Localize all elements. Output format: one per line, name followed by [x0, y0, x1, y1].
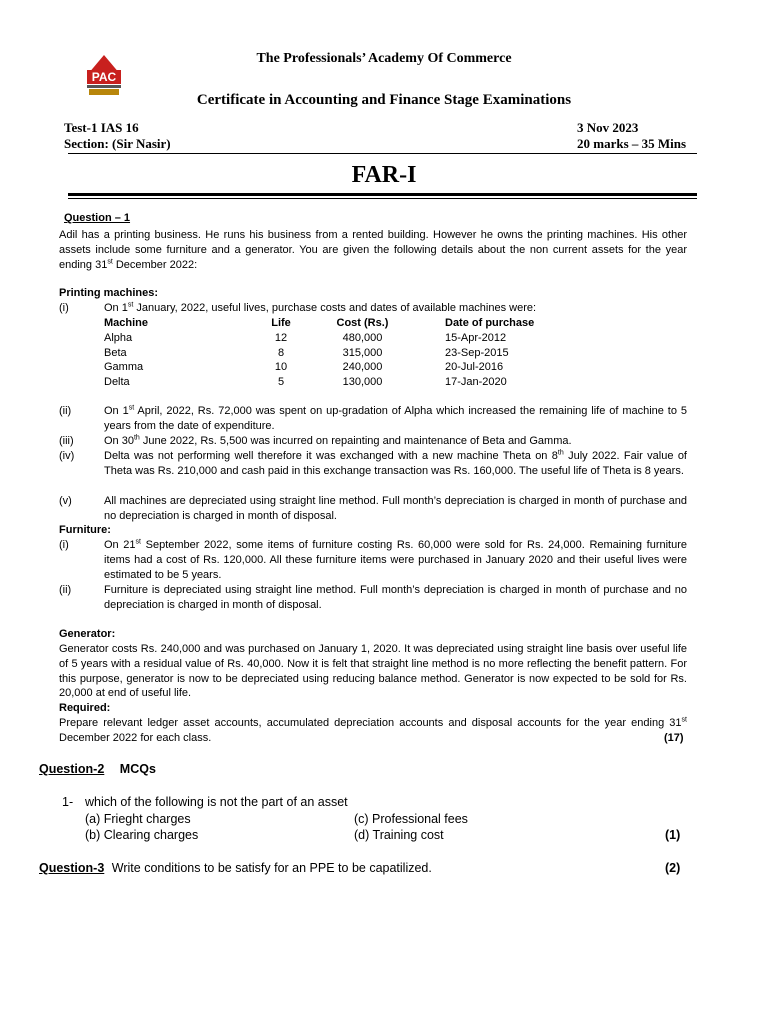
test-info — [64, 120, 171, 152]
machine-life: 8 — [277, 346, 285, 359]
machine-name: Gamma — [104, 361, 144, 374]
section-label: Section: (Sir Nasir) — [64, 136, 171, 151]
question-3-text: Write conditions to be satisfy for an PPE to be capatilized. — [111, 861, 432, 875]
machine-date: 15-Apr-2012 — [445, 331, 507, 344]
mcq-option-c: (c) Professional fees — [354, 812, 468, 826]
required-text: Prepare relevant ledger asset accounts, accumulated depreciation accounts and disposal accounts for the year ending 31st December 2022 for each class. — [59, 716, 687, 744]
question-3-marks: (2) — [665, 861, 681, 875]
item-label: (iv) — [59, 450, 75, 462]
machine-life: 5 — [277, 376, 285, 389]
item-label: (v) — [59, 495, 72, 507]
question-2-heading — [39, 761, 156, 778]
mcq-question: which of the following is not the part of an asset — [85, 795, 348, 809]
question-3 — [39, 860, 432, 877]
printing-item-3: On 30th June 2022, Rs. 5,500 was incurred on repainting and maintenance of Beta and Gamma. — [104, 434, 572, 447]
column-header: Machine — [104, 317, 149, 329]
table-row — [104, 331, 544, 346]
title-rule-thin — [68, 198, 697, 199]
machine-name: Delta — [104, 376, 130, 389]
mcq-option-b: (b) Clearing charges — [85, 828, 199, 842]
question-3-title: Question-3 — [39, 861, 105, 875]
furniture-item-2: Furniture is depreciated using straight line method. Full month’s depreciation is charged in month of purchase and no depreciation is charged in month of disposal. — [104, 584, 687, 611]
logo-text: PAC — [91, 70, 117, 84]
column-header: Life — [271, 317, 291, 329]
item-label: (ii) — [59, 584, 72, 596]
mcq-number: 1- — [62, 795, 74, 809]
machine-cost: 315,000 — [342, 346, 383, 359]
org-name: The Professionals’ Academy Of Commerce — [256, 51, 512, 66]
furniture-heading: Furniture: — [59, 524, 111, 536]
mcq-option-d: (d) Training cost — [354, 828, 444, 842]
question-2-type: MCQs — [119, 762, 156, 776]
machine-name: Beta — [104, 346, 127, 359]
generator-text: Generator costs Rs. 240,000 and was purchased on January 1, 2020. It was depreciated using straight line basis over useful life of 5 years with a residual value of Rs. 40,000. Now it is felt that straight line method is no more reflecting the benefit pattern. For this purpose, generator is now to be depreciated using reducing balance method. Generator is now expected to be sold for Rs. 20,000 at end of useful life. — [59, 643, 687, 700]
machines-table — [104, 316, 544, 390]
machine-cost: 480,000 — [342, 331, 383, 344]
question-1-heading: Question – 1 — [64, 212, 131, 224]
item-label: (i) — [59, 302, 69, 314]
exam-info — [577, 120, 686, 152]
printing-item-4: Delta was not performing well therefore it was exchanged with a new machine Theta on 8th July 2022. Fair value of Theta was Rs. 210,000 and cash paid in this exchange transaction was Rs. 160,000. The useful life of Theta is 8 years. — [104, 449, 687, 477]
question-1-marks: (17) — [664, 732, 684, 744]
table-row — [104, 360, 544, 375]
table-row — [104, 346, 544, 361]
furniture-item-1: On 21st September 2022, some items of furniture costing Rs. 60,000 were sold for Rs. 24,000. Remaining furniture items had a cost of Rs. 120,000. All these furniture items were purchased in January 2020 and their useful lives were estimated to be 5 years. — [104, 538, 688, 581]
mcq-option-a: (a) Frieght charges — [85, 812, 191, 826]
item-label: (iii) — [59, 435, 74, 447]
question-1-intro: Adil has a printing business. He runs his business from a rented building. However he owns the printing machines. His other assets include some furniture and a generator. You are given the following details about the non current assets for the year ending 31st December 2022: — [59, 229, 687, 271]
machine-cost: 130,000 — [342, 376, 383, 389]
column-header: Cost (Rs.) — [336, 317, 389, 329]
required-heading: Required: — [59, 702, 111, 714]
machine-life: 12 — [274, 331, 288, 344]
printing-item-1: On 1st January, 2022, useful lives, purchase costs and dates of available machines were: — [104, 301, 537, 314]
machine-cost: 240,000 — [342, 361, 383, 374]
printing-item-2: On 1st April, 2022, Rs. 72,000 was spent on up-gradation of Alpha which increased the remaining life of machine to 5 years from the date of expenditure. — [104, 404, 687, 432]
machine-date: 17-Jan-2020 — [445, 376, 507, 389]
test-label: Test-1 IAS 16 — [64, 120, 139, 135]
table-header-row — [104, 316, 544, 331]
item-label: (i) — [59, 539, 69, 551]
machine-name: Alpha — [104, 331, 133, 344]
question-2-marks: (1) — [665, 828, 681, 842]
exam-date: 3 Nov 2023 — [577, 120, 639, 135]
item-label: (ii) — [59, 405, 72, 417]
machine-life: 10 — [274, 361, 288, 374]
generator-heading: Generator: — [59, 628, 116, 640]
paper-title: FAR-I — [351, 162, 417, 188]
table-row — [104, 375, 544, 390]
column-header: Date of purchase — [445, 317, 535, 329]
machine-date: 23-Sep-2015 — [445, 346, 509, 359]
exam-marks: 20 marks – 35 Mins — [577, 136, 687, 151]
printing-machines-heading: Printing machines: — [59, 287, 159, 299]
machine-date: 20-Jul-2016 — [445, 361, 504, 374]
title-rule-thick — [68, 193, 697, 196]
printing-item-5: All machines are depreciated using straight line method. Full month’s depreciation is charged in month of purchase and no depreciation is charged in month of disposal. — [104, 495, 687, 522]
certificate-title: Certificate in Accounting and Finance Stage Examinations — [196, 92, 572, 108]
header-divider — [68, 153, 697, 154]
question-2-title: Question-2 — [39, 762, 105, 776]
